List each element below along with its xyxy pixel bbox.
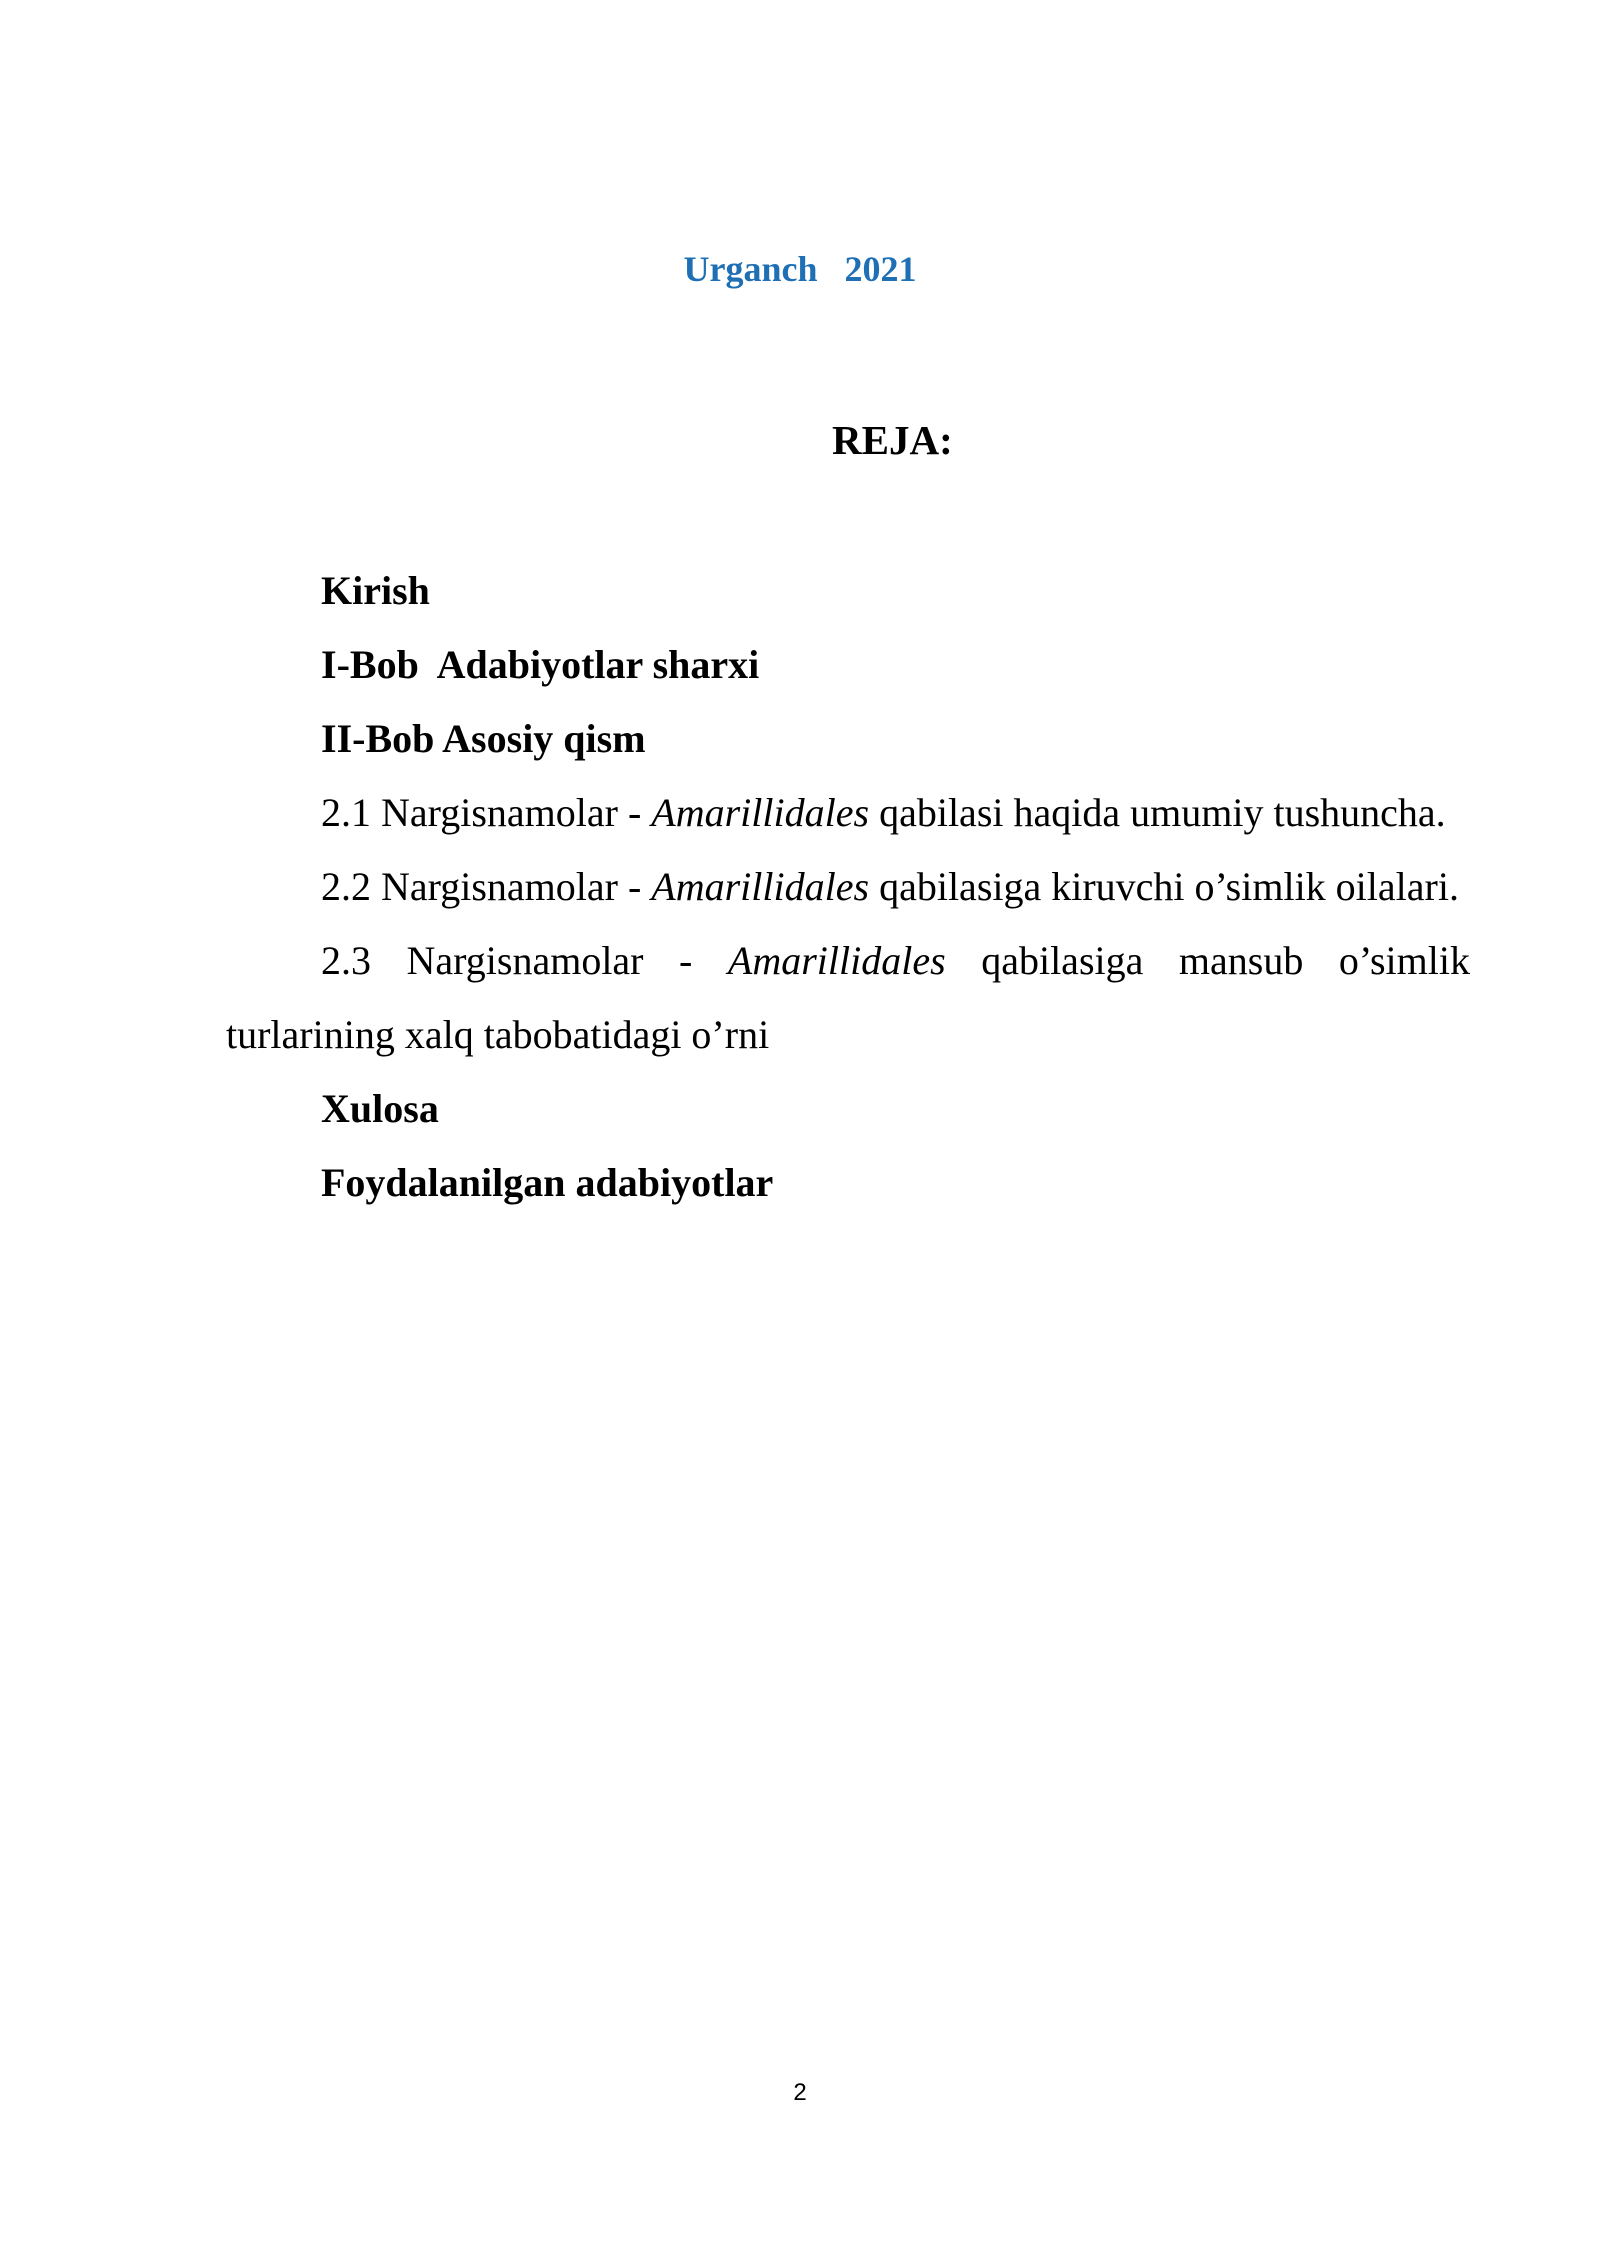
city-year-label: Urganch 2021 xyxy=(683,249,917,289)
section-suffix: qabilasiga kiruvchi o’simlik oilalari. xyxy=(869,864,1459,909)
toc-section-2-2 xyxy=(226,850,1470,924)
taxon-name: Amarillidales xyxy=(651,864,870,909)
taxon-name: Amarillidales xyxy=(727,938,946,983)
toc-intro: Kirish xyxy=(321,568,430,613)
section-prefix: 2.3 Nargisnamolar - xyxy=(321,938,728,983)
section-suffix: qabilasi haqida umumiy tushuncha. xyxy=(869,790,1446,835)
toc-references: Foydalanilgan adabiyotlar xyxy=(321,1160,774,1205)
section-prefix: 2.1 Nargisnamolar - xyxy=(321,790,652,835)
toc-chapter-1: I-Bob Adabiyotlar sharxi xyxy=(321,642,760,687)
toc-section-2-3 xyxy=(226,924,1470,1072)
toc-conclusion: Xulosa xyxy=(321,1086,439,1131)
table-of-contents xyxy=(226,554,1470,1220)
plan-title: REJA: xyxy=(832,417,953,463)
section-suffix: qabilasiga mansub o’simlik turlarining xalq tabobatidagi o’rni xyxy=(226,938,1470,1057)
toc-section-2-1 xyxy=(226,776,1470,850)
section-prefix: 2.2 Nargisnamolar - xyxy=(321,864,652,909)
page-number: 2 xyxy=(793,2079,807,2106)
taxon-name: Amarillidales xyxy=(651,790,870,835)
toc-chapter-2: II-Bob Asosiy qism xyxy=(321,716,646,761)
